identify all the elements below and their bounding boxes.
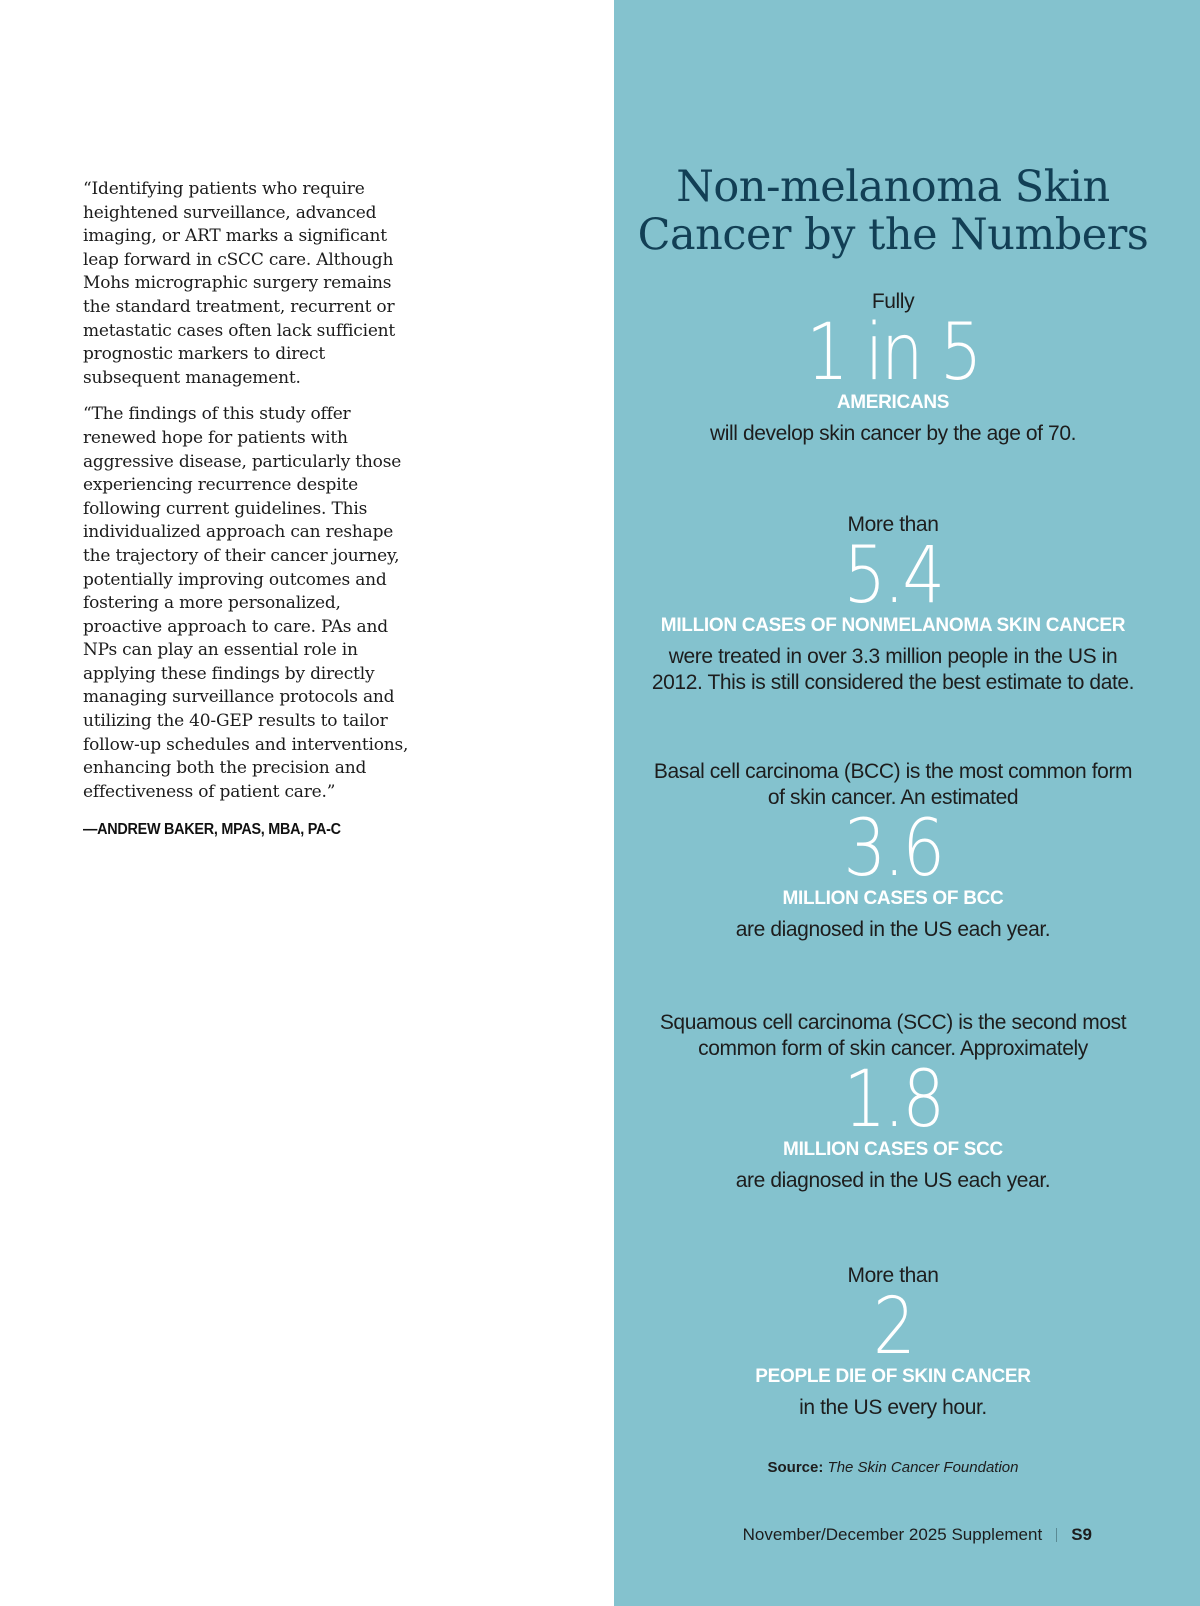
stat-intro-line: Squamous cell carcinoma (SCC) is the second most: [659, 1011, 1127, 1034]
stat-number: 1 in 5: [806, 308, 980, 398]
stat-intro: More than: [847, 513, 939, 536]
source-label: Source:: [767, 1459, 824, 1476]
stat-block-deaths: [614, 1263, 1172, 1421]
stat-intro: Fully: [871, 290, 915, 313]
stat-block-scc: [614, 1010, 1172, 1194]
stat-number: 5.4: [843, 531, 943, 621]
stat-description-line: 2012. This is still considered the best estimate to date.: [651, 671, 1135, 694]
quote-column: [83, 178, 418, 842]
stat-description: in the US every hour.: [799, 1396, 987, 1419]
source-text: The Skin Cancer Foundation: [827, 1459, 1019, 1476]
issue-label: November/December 2025 Supplement: [742, 1525, 1043, 1544]
stat-number: 1.8: [843, 1055, 943, 1145]
stat-intro-line: common form of skin cancer. Approximately: [698, 1037, 1088, 1060]
stat-description: are diagnosed in the US each year.: [735, 1169, 1051, 1192]
stat-intro-line: Basal cell carcinoma (BCC) is the most common form: [653, 760, 1133, 783]
stat-number: 2: [872, 1282, 914, 1372]
quote-attribution: —ANDREW BAKER, MPAS, MBA, PA-C: [83, 821, 341, 839]
stat-number: 3.6: [843, 804, 943, 894]
stat-label: MILLION CASES OF SCC: [783, 1139, 1003, 1160]
sidebar-title: [614, 163, 1172, 259]
stat-description: [614, 644, 1172, 696]
sidebar-title-line: Cancer by the Numbers: [637, 210, 1149, 260]
stat-label: AMERICANS: [836, 392, 950, 413]
stat-description-line: were treated in over 3.3 million people in the US in: [668, 645, 1118, 668]
stat-label: MILLION CASES OF NONMELANOMA SKIN CANCER: [660, 615, 1126, 636]
quote-paragraph: “Identifying patients who require heightened surveillance, advanced imaging, or ART marks a significant leap forward in cSCC care. Although Mohs micrographic surgery remains the standard treatment, recurrent or metastatic cases often lack sufficient prognostic markers to direct subsequent management.: [83, 179, 396, 388]
footer-divider: [1056, 1528, 1057, 1542]
stat-block-nmsc: [614, 512, 1172, 696]
stat-label: MILLION CASES OF BCC: [782, 888, 1004, 909]
stat-intro-line: of skin cancer. An estimated: [767, 786, 1019, 809]
source-note: [614, 1459, 1172, 1476]
stat-block-bcc: [614, 759, 1172, 943]
quote-paragraph: “The findings of this study offer renewed hope for patients with aggressive disease, particularly those experiencing recurrence despite following current guidelines. This individualized approach can reshape the trajectory of their cancer journey, potentially improving outcomes and fostering a more personalized, proactive approach to care. PAs and NPs can play an essential role in applying these findings by directly managing surveillance protocols and utilizing the 40-GEP results to tailor follow-up schedules and interventions, enhancing both the precision and effectiveness of patient care.”: [83, 404, 409, 802]
page-footer: [743, 1525, 1092, 1545]
stat-description: will develop skin cancer by the age of 70.: [709, 422, 1077, 445]
stat-intro: More than: [847, 1264, 939, 1287]
statistics-sidebar: [614, 0, 1200, 1606]
stat-label: PEOPLE DIE OF SKIN CANCER: [755, 1366, 1031, 1387]
stat-description: are diagnosed in the US each year.: [735, 918, 1051, 941]
stat-block-one-in-five: [614, 289, 1172, 447]
sidebar-title-line: Non-melanoma Skin: [676, 162, 1110, 212]
page-number: S9: [1071, 1525, 1092, 1544]
